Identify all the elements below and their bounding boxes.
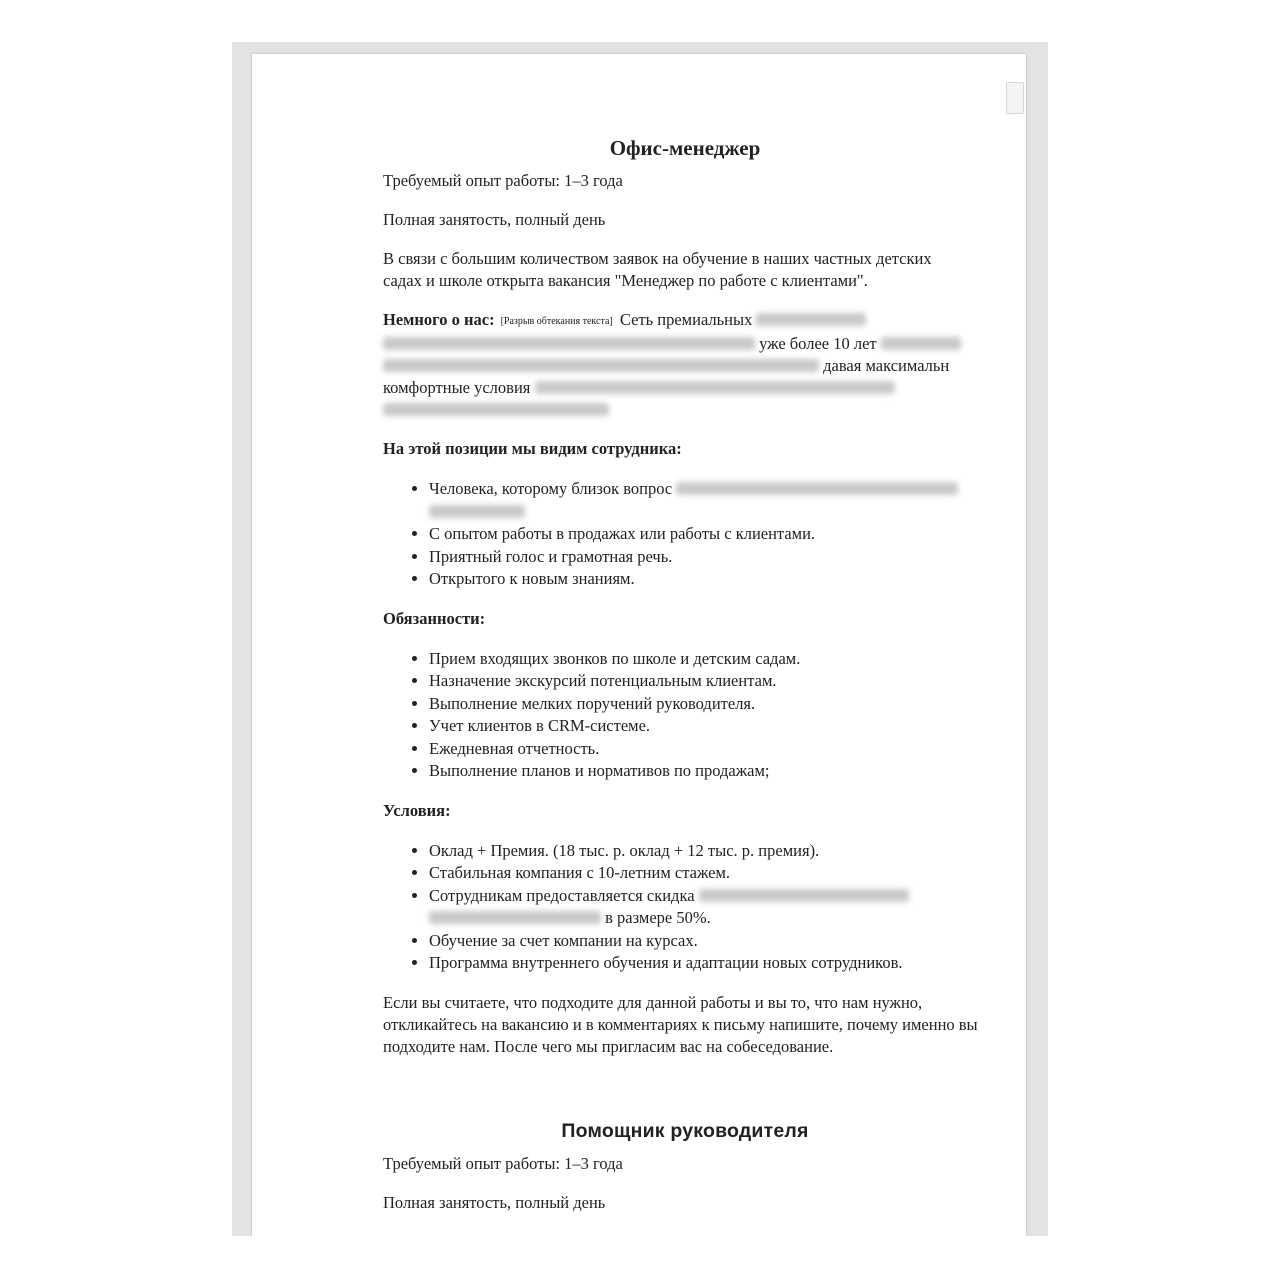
list-item bbox=[429, 885, 1003, 930]
candidate-list bbox=[383, 478, 1003, 591]
list-item-text: Человека, которому близок вопрос bbox=[429, 479, 673, 498]
vacancy-title: Офис-менеджер bbox=[609, 136, 761, 160]
duties-list bbox=[383, 648, 1003, 783]
experience-line: Требуемый опыт работы: 1–3 года bbox=[383, 1153, 623, 1173]
intro-paragraph: В связи с большим количеством заявок на обучение в наших частных детских садах и школе открыта вакансия "Менеджер по работе с клиентами". bbox=[383, 249, 932, 290]
wrap-break-note: [Разрыв обтекания текста] bbox=[500, 316, 613, 327]
scrollbar-thumb[interactable] bbox=[1006, 82, 1024, 114]
list-item: • Приятный голос и грамотная речь. bbox=[429, 546, 1003, 569]
redacted-block bbox=[881, 337, 961, 350]
list-item: • Открытого к новым знаниям. bbox=[429, 568, 1003, 591]
about-text-3: давая максимальн bbox=[823, 356, 950, 375]
list-item-text: Сотрудникам предоставляется скидка bbox=[429, 885, 695, 905]
candidate-heading: На этой позиции мы видим сотрудника: bbox=[383, 439, 682, 458]
redacted-block bbox=[429, 505, 525, 518]
list-item: • Ежедневная отчетность. bbox=[429, 738, 1003, 761]
vacancy-title: Помощник руководителя bbox=[561, 1119, 809, 1142]
list-item: • Оклад + Премия. (18 тыс. р. оклад + 12 тыс. р. премия). bbox=[429, 840, 1003, 863]
duties-heading: Обязанности: bbox=[383, 608, 486, 628]
list-item: • Стабильная компания с 10-летним стажем. bbox=[429, 862, 1003, 885]
redacted-block bbox=[383, 359, 819, 372]
redacted-block bbox=[383, 337, 755, 350]
document-viewport[interactable] bbox=[232, 42, 1048, 1236]
list-item: • Выполнение планов и нормативов по продажам; bbox=[429, 760, 1003, 783]
list-item: • Выполнение мелких поручений руководителя. bbox=[429, 693, 1003, 716]
about-text-2: уже более 10 лет bbox=[759, 334, 877, 353]
redacted-block bbox=[535, 381, 895, 394]
list-item-text: в размере 50%. bbox=[605, 908, 711, 927]
experience-line: Требуемый опыт работы: 1–3 года bbox=[383, 171, 623, 190]
document-page bbox=[252, 54, 1026, 1236]
list-item: • С опытом работы в продажах или работы с клиентами. bbox=[429, 523, 1003, 546]
about-text-1: Сеть премиальных bbox=[619, 310, 753, 329]
list-item: • Обучение за счет компании на курсах. bbox=[429, 930, 1003, 953]
redacted-block bbox=[756, 313, 866, 326]
redacted-block bbox=[699, 889, 909, 902]
redacted-block bbox=[676, 482, 958, 495]
conditions-list bbox=[383, 840, 1003, 975]
conditions-heading: Условия: bbox=[383, 800, 451, 820]
redacted-block bbox=[383, 403, 609, 416]
about-paragraph bbox=[383, 309, 983, 421]
closing-paragraph: Если вы считаете, что подходите для данной работы и вы то, что нам нужно, откликайтесь на вакансию и в комментариях к письму напишите, почему именно вы подходите нам. После чего мы пригласим вас на собеседование. bbox=[383, 992, 978, 1056]
about-label: Немного о нас: bbox=[383, 310, 495, 329]
about-text-4: комфортные условия bbox=[383, 378, 531, 397]
list-item bbox=[429, 478, 1003, 523]
document-content bbox=[383, 134, 1003, 1231]
employment-line: Полная занятость, полный день bbox=[383, 210, 606, 229]
list-item: • Учет клиентов в CRM-системе. bbox=[429, 715, 1003, 738]
employment-line: Полная занятость, полный день bbox=[383, 1192, 606, 1212]
list-item: • Назначение экскурсий потенциальным клиентам. bbox=[429, 670, 1003, 693]
list-item: • Программа внутреннего обучения и адаптации новых сотрудников. bbox=[429, 952, 1003, 975]
list-item: • Прием входящих звонков по школе и детским садам. bbox=[429, 648, 1003, 671]
redacted-block bbox=[429, 911, 601, 924]
